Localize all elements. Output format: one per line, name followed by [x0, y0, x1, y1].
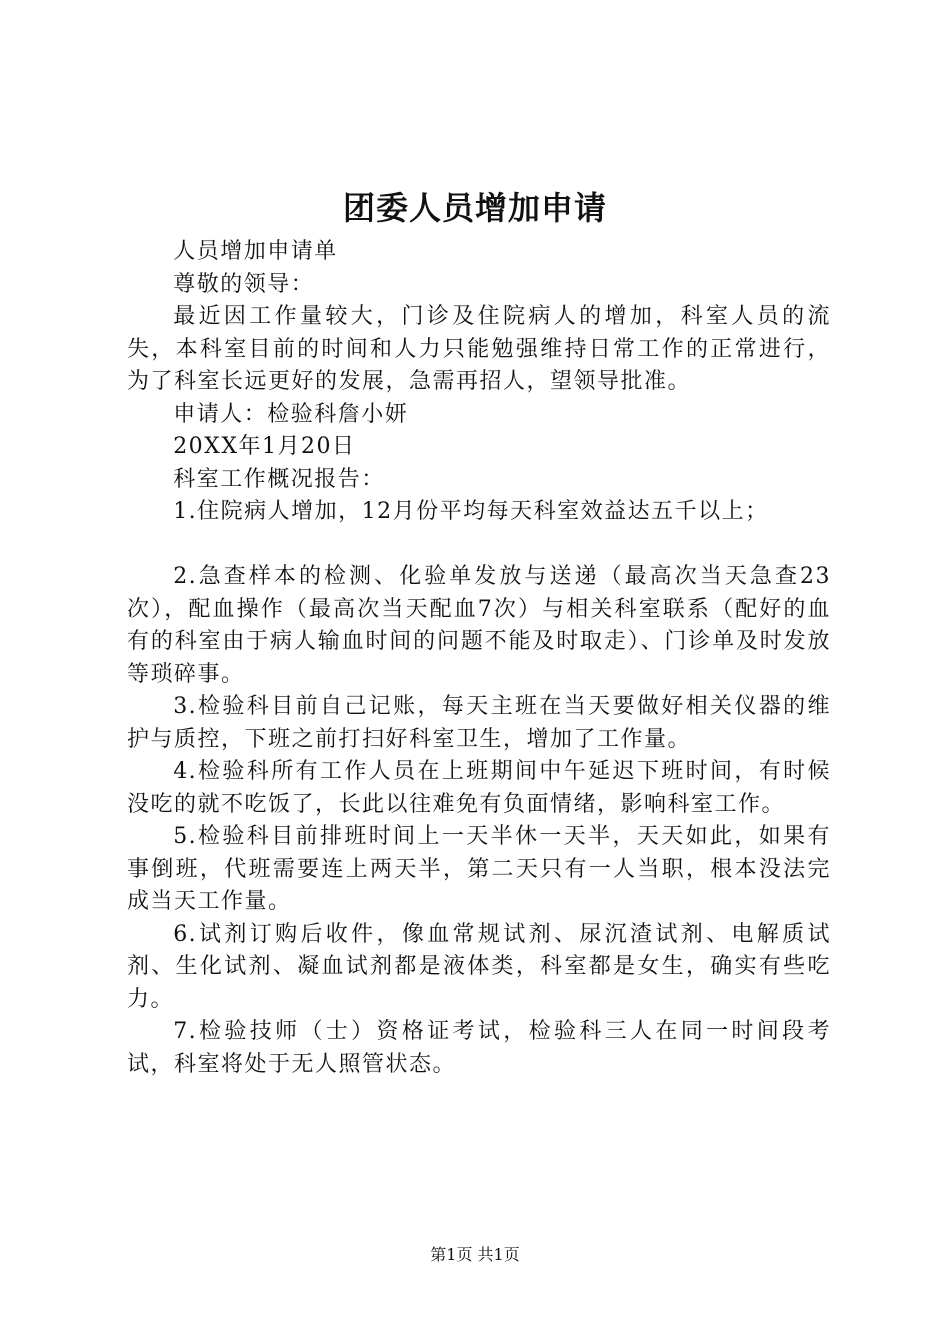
document-body	[127, 236, 831, 1081]
paragraph-item-7: 7.检验技师（士）资格证考试，检验科三人在同一时间段考试，科室将处于无人照管状态。	[127, 1019, 831, 1077]
page-footer: 第1页 共1页	[430, 1245, 520, 1264]
paragraph-report-heading: 科室工作概况报告：	[173, 466, 385, 492]
paragraph-date: 20XX年1月20日	[173, 434, 356, 459]
paragraph-applicant: 申请人：检验科詹小妍	[173, 401, 409, 427]
document-title: 团委人员增加申请	[342, 189, 607, 227]
paragraph-spacer	[127, 529, 831, 562]
paragraph-item-2: 2.急查样本的检测、化验单发放与送递（最高次当天急查23次），配血操作（最高次当天配血7次）与相关科室联系（配好的血有的科室由于病人输血时间的问题不能及时取走）、门诊单及时发放等琐碎事。	[127, 564, 831, 687]
paragraph-form-name: 人员增加申请单	[173, 239, 338, 264]
paragraph-salutation: 尊敬的领导：	[173, 271, 315, 297]
paragraph-request: 最近因工作量较大，门诊及住院病人的增加，科室人员的流失，本科室目前的时间和人力只能勉强维持日常工作的正常进行，为了科室长远更好的发展，急需再招人，望领导批准。	[127, 304, 831, 394]
paragraph-item-4: 4.检验科所有工作人员在上班期间中午延迟下班时间，有时候没吃的就不吃饭了，长此以往难免有负面情绪，影响科室工作。	[127, 759, 831, 817]
paragraph-item-3: 3.检验科目前自己记账，每天主班在当天要做好相关仪器的维护与质控，下班之前打扫好科室卫生，增加了工作量。	[127, 694, 831, 752]
paragraph-item-6: 6.试剂订购后收件，像血常规试剂、尿沉渣试剂、电解质试剂、生化试剂、凝血试剂都是液体类，科室都是女生，确实有些吃力。	[127, 921, 831, 1012]
paragraph-item-1: 1.住院病人增加，12月份平均每天科室效益达五千以上；	[173, 499, 769, 524]
paragraph-item-5: 5.检验科目前排班时间上一天半休一天半，天天如此，如果有事倒班，代班需要连上两天半，第二天只有一人当职，根本没法完成当天工作量。	[127, 824, 831, 914]
